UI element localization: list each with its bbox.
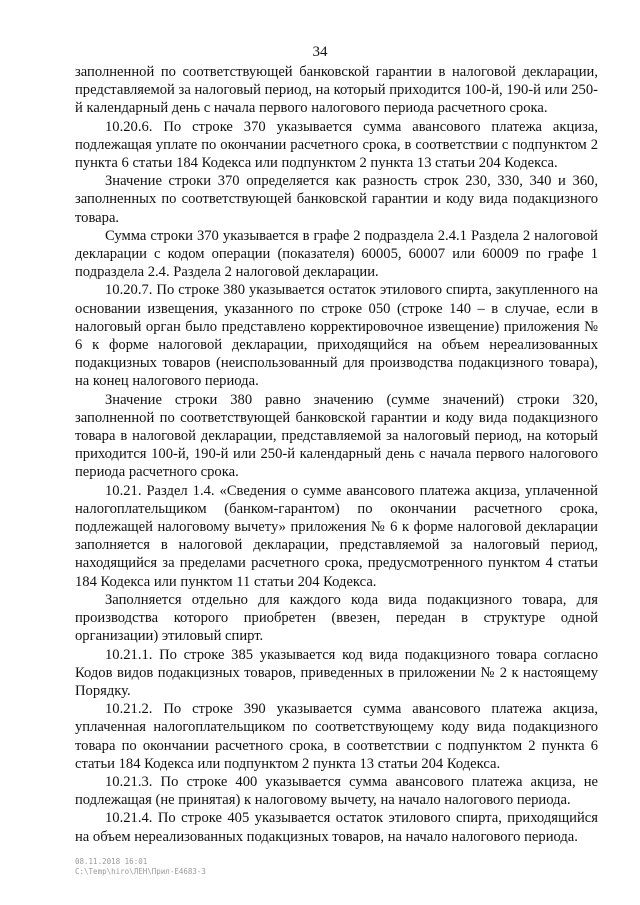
paragraph-10-21-2: 10.21.2. По строке 390 указывается сумма авансового платежа акциза, уплаченная налогоплательщиком по соответствующему коду вида подакцизного товара по окончании расчетного срока, в соответствии с подпунктом 2 пункта 6 статьи 184 Кодекса или подпунктом 2 пункта 13 статьи 204 Кодекса. (75, 701, 598, 772)
footer-stamp (75, 857, 206, 877)
paragraph-10-21-4: 10.21.4. По строке 405 указывается остаток этилового спирта, приходящийся на объем нереализованных подакцизных товаров, на начало налогового периода. (75, 810, 598, 845)
footer-timestamp: 08.11.2018 16:01 (75, 857, 148, 866)
footer-file-path: C:\Temp\hiro\ЛЕН\Прил-Е4683-3 (75, 867, 206, 876)
page-number: 34 (312, 44, 328, 60)
paragraph-line-370-sum: Сумма строки 370 указывается в графе 2 подраздела 2.4.1 Раздела 2 налоговой декларации с кодом операции (показателя) 60005, 60007 или 60009 по графе 1 подраздела 2.4. Раздела 2 налоговой декларации. (75, 227, 598, 281)
paragraph-continuation: заполненной по соответствующей банковской гарантии в налоговой декларации, представляемой за налоговый период, на который приходится 100-й, 190-й или 250-й календарный день с начала первого налогового периода расчетного срока. (75, 64, 598, 117)
document-body (75, 63, 598, 846)
paragraph-10-20-7: 10.20.7. По строке 380 указывается остаток этилового спирта, закупленного на основании извещения, указанного по строке 050 (строке 140 – в случае, если в налоговый орган было представлено корректировочное извещение) приложения № 6 к форме налоговой декларации, приходящийся на объем нереализованных подакцизных товаров (неиспользованный для производства подакцизного товара), на конец налогового периода. (75, 282, 598, 390)
paragraph-line-380-value: Значение строки 380 равно значению (сумме значений) строки 320, заполненной по соответствующей банковской гарантии и коду вида подакцизного товара в налоговой декларации, представляемой за налоговый период, на который приходится 100-й, 190-й или 250-й календарный день с начала первого налогового периода расчетного срока. (75, 391, 598, 481)
paragraph-10-21: 10.21. Раздел 1.4. «Сведения о сумме авансового платежа акциза, уплаченной налогоплательщиком (банком-гарантом) по окончании расчетного срока, подлежащей налоговому вычету» приложения № 6 к форме налоговой декларации заполняется в налоговой декларации, представляемой за налоговый период, находящийся за пределами расчетного срока, предусмотренного пунктом 4 статьи 184 Кодекса или пунктом 11 статьи 204 Кодекса. (75, 482, 598, 590)
paragraph-10-20-6: 10.20.6. По строке 370 указывается сумма авансового платежа акциза, подлежащая уплате по окончании расчетного срока, в соответствии с подпунктом 2 пункта 6 статьи 184 Кодекса или подпунктом 2 пункта 13 статьи 204 Кодекса. (75, 118, 598, 172)
paragraph-10-21-3: 10.21.3. По строке 400 указывается сумма авансового платежа акциза, не подлежащая (не принятая) к налоговому вычету, на начало налогового периода. (75, 773, 598, 809)
paragraph-10-21-1: 10.21.1. По строке 385 указывается код вида подакцизного товара согласно Кодов видов подакцизных товаров, приведенных в приложении № 2 к настоящему Порядку. (75, 646, 598, 699)
paragraph-fill-separately: Заполняется отдельно для каждого кода вида подакцизного товара, для производства которого приобретен (ввезен, передан в структуре одной организации) этиловый спирт. (75, 591, 598, 645)
paragraph-line-370-value: Значение строки 370 определяется как разность строк 230, 330, 340 и 360, заполненных по соответствующей банковской гарантии и коду вида подакцизного товара. (75, 173, 598, 226)
